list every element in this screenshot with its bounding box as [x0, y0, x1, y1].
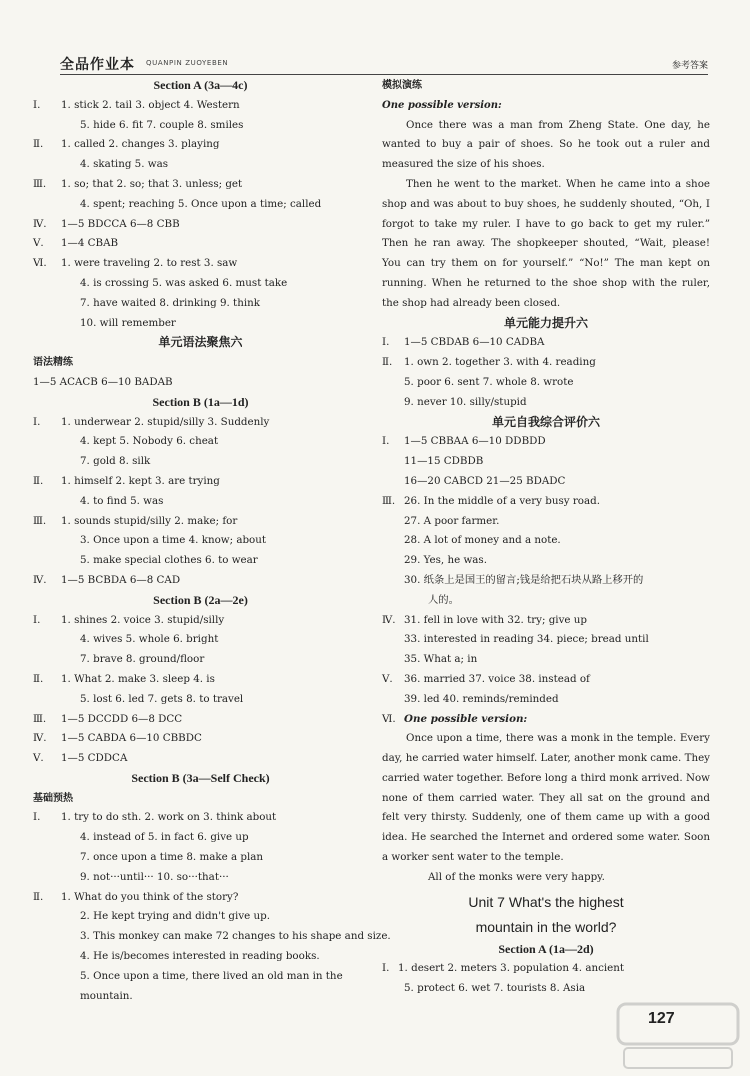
- answer-line: [33, 512, 368, 532]
- section-heading: 单元语法聚焦六: [158, 335, 243, 350]
- answer-line: [33, 274, 368, 294]
- watermark-logo: [614, 1000, 742, 1072]
- answer-text: 4. instead of 5. in fact 6. give up: [80, 831, 249, 844]
- answer-text: 11—15 CDBDB: [404, 455, 484, 468]
- answer-text: 27. A poor farmer.: [404, 514, 500, 527]
- section-heading: 单元能力提升六: [503, 315, 588, 330]
- answer-line: [382, 979, 710, 999]
- answer-line: [33, 314, 368, 334]
- roman-numeral: Ⅳ.: [33, 732, 47, 745]
- answer-line: [33, 987, 368, 1007]
- answer-text: 1. What do you think of the story?: [61, 890, 239, 903]
- section-heading: Section B (3a—Self Check): [131, 770, 270, 785]
- paragraph-text: Then he went to the market. When he came into a shoe shop and was about to buy shoes, he suddenly shouted, “Oh, I forgot to take my ruler. I have to go back to get my ruler.” Then he ran away. The shopkeeper shouted, “Wait, please! You can try them on for yourself.” “No!” The man kept on running. When he returned to the shoe shop with the ruler, the shop had already been closed.: [382, 177, 710, 309]
- answer-line: [33, 195, 368, 215]
- roman-numeral: Ⅳ.: [382, 613, 396, 626]
- subsection-label: 语法精练: [33, 357, 73, 369]
- answer-line: [33, 215, 368, 235]
- answer-line: [33, 907, 368, 927]
- section-heading: 单元自我综合评价六: [491, 414, 600, 429]
- roman-numeral: Ⅱ.: [33, 138, 44, 151]
- answer-text: 1. own 2. together 3. with 4. reading: [404, 356, 596, 369]
- answer-text: One possible version:: [404, 712, 528, 725]
- answer-text: 5. lost 6. led 7. gets 8. to travel: [80, 692, 244, 705]
- roman-numeral: Ⅰ.: [33, 613, 41, 626]
- answer-text: 2. He kept trying and didn't give up.: [80, 910, 270, 923]
- roman-numeral: Ⅴ.: [33, 752, 44, 765]
- answer-text: 28. A lot of money and a note.: [404, 534, 561, 547]
- answer-text: 7. have waited 8. drinking 9. think: [80, 296, 260, 309]
- answer-line: [33, 432, 368, 452]
- answer-line: [382, 393, 710, 413]
- answer-line: [382, 959, 710, 979]
- answer-line: [33, 650, 368, 670]
- story-paragraph: [382, 116, 710, 175]
- answer-line: [33, 254, 368, 274]
- answer-line: [33, 967, 368, 987]
- answer-line: [382, 690, 710, 710]
- answer-line: [382, 373, 710, 393]
- answer-text: 35. What a; in: [404, 653, 478, 666]
- answer-text: 4. wives 5. whole 6. bright: [80, 633, 219, 646]
- answer-line: [33, 551, 368, 571]
- roman-numeral: Ⅲ.: [382, 494, 396, 507]
- answer-line: [33, 135, 368, 155]
- answer-line: [33, 690, 368, 710]
- answer-line: [382, 452, 710, 472]
- paragraph-text: Once upon a time, there was a monk in the temple. Every day, he carried water himself. Later, another monk came. They carried water together. Before long a third monk arrived. Now none of them carried water. They all sat on the ground and felt very thirsty. Suddenly, one of them came up with a good idea. He searched the Internet and ordered some water. Soon a worker sent water to the temple.: [382, 732, 710, 864]
- answer-text: 1—5 DCCDD 6—8 DCC: [61, 712, 183, 725]
- practice-label: 模拟演练: [382, 80, 422, 91]
- answer-text: 16—20 CABCD 21—25 BDADC: [404, 474, 566, 487]
- answer-text: 5. hide 6. fit 7. couple 8. smiles: [80, 118, 244, 131]
- answer-line: [33, 947, 368, 967]
- roman-numeral: Ⅰ.: [382, 962, 390, 975]
- unit-title-line-1: Unit 7 What's the highest: [468, 893, 624, 910]
- roman-numeral: Ⅴ.: [382, 672, 393, 685]
- version-label: One possible version:: [382, 99, 502, 111]
- answer-text: 5. Once upon a time, there lived an old man in the: [80, 969, 343, 982]
- answer-line: [382, 551, 710, 571]
- section-heading: Section A (1a—2d): [498, 941, 594, 956]
- answer-line: [33, 413, 368, 433]
- answer-text: 1. stick 2. tail 3. object 4. Western: [61, 98, 240, 111]
- answer-line: [33, 611, 368, 631]
- roman-numeral: Ⅲ.: [33, 514, 47, 527]
- answer-line: [33, 868, 368, 888]
- answer-text: 人的。: [428, 593, 459, 606]
- answer-text: 1. called 2. changes 3. playing: [61, 138, 220, 151]
- answer-line: [33, 808, 368, 828]
- answer-text: 1—5 CBBAA 6—10 DDBDD: [404, 435, 546, 448]
- roman-numeral: Ⅳ.: [33, 573, 47, 586]
- answer-line: [382, 571, 710, 591]
- answer-line: [33, 848, 368, 868]
- roman-numeral: Ⅰ.: [33, 811, 41, 824]
- answer-text: 1—5 CDDCA: [61, 752, 128, 765]
- answer-line: [382, 333, 710, 353]
- answer-line: [33, 670, 368, 690]
- header-right-label: 参考答案: [671, 61, 708, 71]
- answer-text: 4. He is/becomes interested in reading books.: [80, 950, 320, 963]
- section-heading: Section A (3a—4c): [153, 78, 248, 92]
- section-heading: Section B (1a—1d): [152, 394, 249, 409]
- story-two: [382, 729, 710, 887]
- answer-line: [382, 650, 710, 670]
- answer-text: 31. fell in love with 32. try; give up: [404, 613, 587, 626]
- subsection-label: 基础预热: [33, 792, 73, 804]
- roman-numeral: Ⅵ.: [33, 257, 47, 270]
- answer-text: 4. spent; reaching 5. Once upon a time; called: [80, 197, 322, 210]
- story-paragraph: [382, 868, 710, 888]
- answer-line: [382, 591, 710, 611]
- answer-line: [33, 729, 368, 749]
- story-paragraph: [382, 175, 710, 314]
- roman-numeral: Ⅲ.: [33, 177, 47, 190]
- answer-text: 10. will remember: [80, 316, 176, 329]
- answer-text: 4. skating 5. was: [80, 158, 169, 171]
- answer-text: 1. What 2. make 3. sleep 4. is: [61, 672, 215, 685]
- answer-line: [33, 749, 368, 769]
- answer-line: [382, 531, 710, 551]
- answer-text: 1. desert 2. meters 3. population 4. ancient: [398, 962, 625, 975]
- answer-text: 1. sounds stupid/silly 2. make; for: [61, 514, 238, 527]
- answer-line: [33, 175, 368, 195]
- answer-text: 5. make special clothes 6. to wear: [80, 554, 258, 567]
- roman-numeral: Ⅰ.: [33, 415, 41, 428]
- answer-text: 4. is crossing 5. was asked 6. must take: [80, 276, 288, 289]
- answer-line: 1—5 ACACB 6—10 BADAB: [33, 375, 173, 388]
- answer-text: 1. were traveling 2. to rest 3. saw: [61, 257, 238, 270]
- answer-line: [382, 670, 710, 690]
- answer-line: [33, 452, 368, 472]
- answer-line: [33, 492, 368, 512]
- answer-text: 26. In the middle of a very busy road.: [404, 494, 600, 507]
- answer-text: 1. himself 2. kept 3. are trying: [61, 474, 220, 487]
- answer-line: [382, 432, 710, 452]
- paragraph-text: All of the monks were very happy.: [428, 870, 605, 883]
- roman-numeral: Ⅱ.: [33, 672, 44, 685]
- answer-text: 1. try to do sth. 2. work on 3. think about: [61, 811, 277, 824]
- answer-text: mountain.: [80, 989, 133, 1002]
- answer-text: 9. not···until··· 10. so···that···: [80, 870, 229, 883]
- roman-numeral: Ⅱ.: [33, 890, 44, 903]
- roman-numeral: Ⅲ.: [33, 712, 47, 725]
- roman-numeral: Ⅳ.: [33, 217, 47, 230]
- answer-text: 1—5 BCBDA 6—8 CAD: [61, 573, 181, 586]
- answer-line: [382, 492, 710, 512]
- answer-text: 36. married 37. voice 38. instead of: [404, 672, 590, 685]
- roman-numeral: Ⅰ.: [33, 98, 41, 111]
- page-number: 127: [648, 1010, 675, 1027]
- answer-line: [382, 630, 710, 650]
- answer-line: [382, 710, 710, 730]
- answer-line: [33, 294, 368, 314]
- answer-text: 1. so; that 2. so; that 3. unless; get: [61, 177, 243, 190]
- roman-numeral: Ⅰ.: [382, 435, 390, 448]
- answer-text: 9. never 10. silly/stupid: [404, 395, 527, 408]
- answer-line: [33, 116, 368, 136]
- answer-line: [382, 353, 710, 373]
- answer-line: [33, 472, 368, 492]
- answer-line: [33, 710, 368, 730]
- answer-text: 5. protect 6. wet 7. tourists 8. Asia: [404, 982, 586, 995]
- answer-text: 1—5 CABDA 6—10 CBBDC: [61, 732, 202, 745]
- answer-text: 39. led 40. reminds/reminded: [404, 692, 559, 705]
- answer-line: [33, 888, 368, 908]
- answer-text: 1. underwear 2. stupid/silly 3. Suddenly: [61, 415, 270, 428]
- answer-line: [33, 155, 368, 175]
- answer-text: 3. Once upon a time 4. know; about: [80, 534, 267, 547]
- story-paragraph: [382, 729, 710, 868]
- answer-text: 30. 纸条上是国王的留言;钱是给把石块从路上移开的: [404, 573, 644, 586]
- roman-numeral: Ⅴ.: [33, 237, 44, 250]
- left-column: [33, 76, 391, 1006]
- answer-line: [33, 927, 391, 947]
- answer-text: 7. gold 8. silk: [80, 455, 151, 468]
- roman-numeral: Ⅱ.: [33, 474, 44, 487]
- answer-line: [33, 234, 368, 254]
- answer-line: [382, 611, 710, 631]
- story-one: [382, 116, 710, 314]
- brand-title: 全品作业本: [60, 57, 135, 73]
- roman-numeral: Ⅱ.: [382, 356, 393, 369]
- answer-text: 4. kept 5. Nobody 6. cheat: [80, 435, 219, 448]
- answer-line: [33, 630, 368, 650]
- answer-line: [33, 571, 368, 591]
- unit-title-line-2: mountain in the world?: [475, 918, 617, 935]
- answer-text: 3. This monkey can make 72 changes to his shape and size.: [80, 930, 391, 943]
- answer-text: 7. brave 8. ground/floor: [80, 653, 205, 666]
- roman-numeral: Ⅰ.: [382, 336, 390, 349]
- answer-line: [33, 828, 368, 848]
- answer-text: 1. shines 2. voice 3. stupid/silly: [61, 613, 225, 626]
- page-header: [60, 52, 708, 75]
- answer-text: 5. poor 6. sent 7. whole 8. wrote: [404, 375, 574, 388]
- paragraph-text: Once there was a man from Zheng State. One day, he wanted to buy a pair of shoes. So he took out a ruler and measured the size of his shoes.: [382, 118, 710, 171]
- answer-text: 7. once upon a time 8. make a plan: [80, 851, 264, 864]
- answer-line: [382, 512, 710, 532]
- roman-numeral: Ⅵ.: [382, 712, 396, 725]
- answer-text: 4. to find 5. was: [80, 494, 164, 507]
- answer-text: 33. interested in reading 34. piece; bread until: [404, 633, 649, 646]
- right-answer-lines: [382, 314, 710, 730]
- answer-line: [33, 96, 368, 116]
- answer-line: [382, 472, 710, 492]
- answer-text: 1—5 BDCCA 6—8 CBB: [61, 217, 180, 230]
- answer-text: 1—5 CBDAB 6—10 CADBA: [404, 336, 545, 349]
- brand-pinyin: QUANPIN ZUOYEBEN: [146, 59, 229, 67]
- answer-line: [33, 531, 368, 551]
- right-column: [382, 76, 710, 999]
- section-heading: Section B (2a—2e): [153, 592, 248, 607]
- answer-text: 29. Yes, he was.: [404, 554, 487, 567]
- answer-text: 1—4 CBAB: [61, 237, 119, 250]
